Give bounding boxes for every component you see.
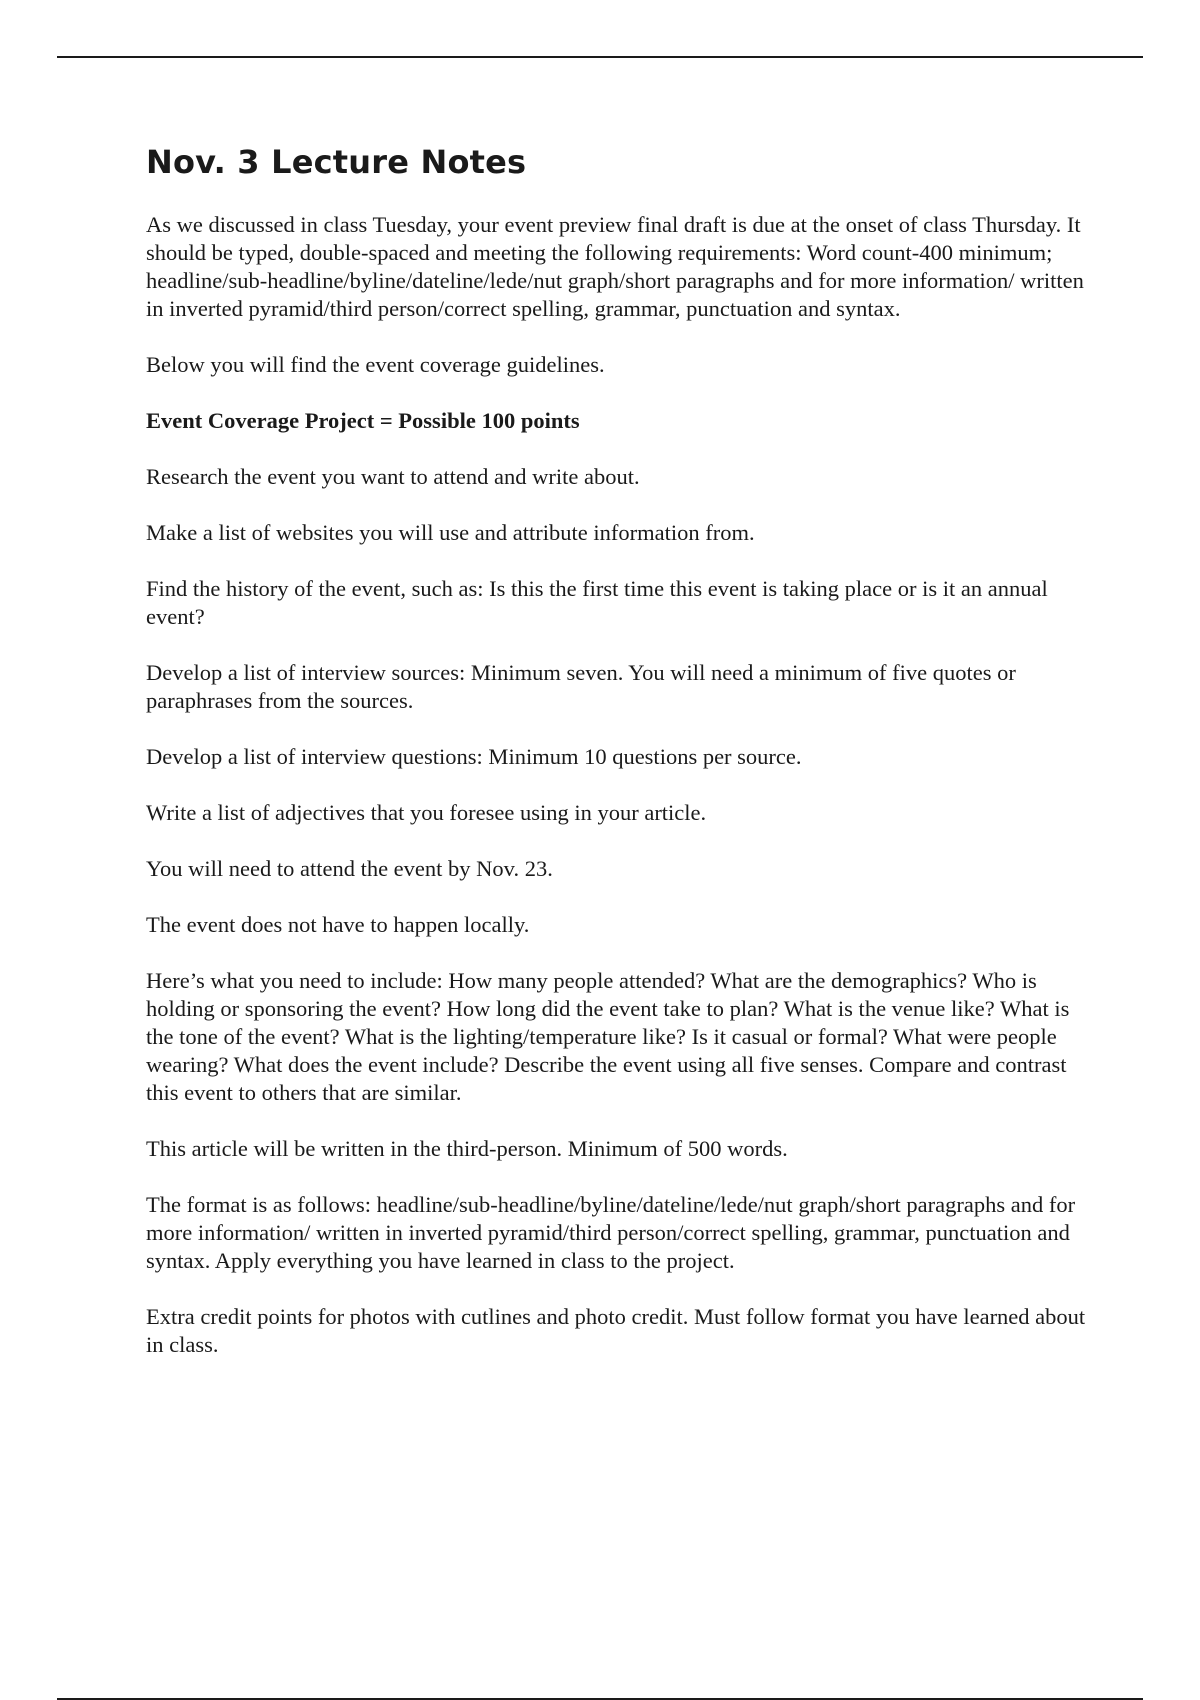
guidelines-intro: Below you will find the event coverage guidelines. [146, 352, 605, 377]
guideline-location: The event does not have to happen locally. [146, 912, 530, 937]
guideline-sources: Develop a list of interview sources: Minimum seven. You will need a minimum of five quotes or paraphrases from the sources. [146, 660, 1016, 713]
project-heading: Event Coverage Project = Possible 100 points [146, 408, 580, 433]
guideline-format: The format is as follows: headline/sub-headline/byline/dateline/lede/nut graph/short paragraphs and for more information/ written in inverted pyramid/third person/correct spelling, grammar, punctuation and syntax. Apply everything you have learned in class to the project. [146, 1192, 1076, 1273]
top-rule [57, 56, 1143, 58]
guideline-history: Find the history of the event, such as: Is this the first time this event is taking place or is it an annual event? [146, 576, 1048, 629]
guideline-adjectives: Write a list of adjectives that you foresee using in your article. [146, 800, 707, 825]
guideline-questions: Develop a list of interview questions: Minimum 10 questions per source. [146, 744, 802, 769]
guideline-websites: Make a list of websites you will use and attribute information from. [146, 520, 755, 545]
guideline-extra-credit: Extra credit points for photos with cutlines and photo credit. Must follow format you have learned about in class. [146, 1304, 1086, 1357]
intro-paragraph: As we discussed in class Tuesday, your event preview final draft is due at the onset of class Thursday. It should be typed, double-spaced and meeting the following requirements: Word count-400 minimum; headline/sub-headline/byline/dateline/lede/nut graph/short paragraphs and for more information/ written in inverted pyramid/third person/correct spelling, grammar, punctuation and syntax. [146, 212, 1084, 321]
page-title: Nov. 3 Lecture Notes [146, 143, 527, 181]
guideline-person: This article will be written in the third-person. Minimum of 500 words. [146, 1136, 788, 1161]
document-body [146, 142, 1096, 1387]
guideline-research: Research the event you want to attend and write about. [146, 464, 640, 489]
guideline-deadline: You will need to attend the event by Nov. 23. [146, 856, 553, 881]
guideline-include: Here’s what you need to include: How many people attended? What are the demographics? Who is holding or sponsoring the event? How long did the event take to plan? What is the venue like? What is the tone of the event? What is the lighting/temperature like? Is it casual or formal? What were people wearing? What does the event include? Describe the event using all five senses. Compare and contrast this event to others that are similar. [146, 968, 1070, 1105]
